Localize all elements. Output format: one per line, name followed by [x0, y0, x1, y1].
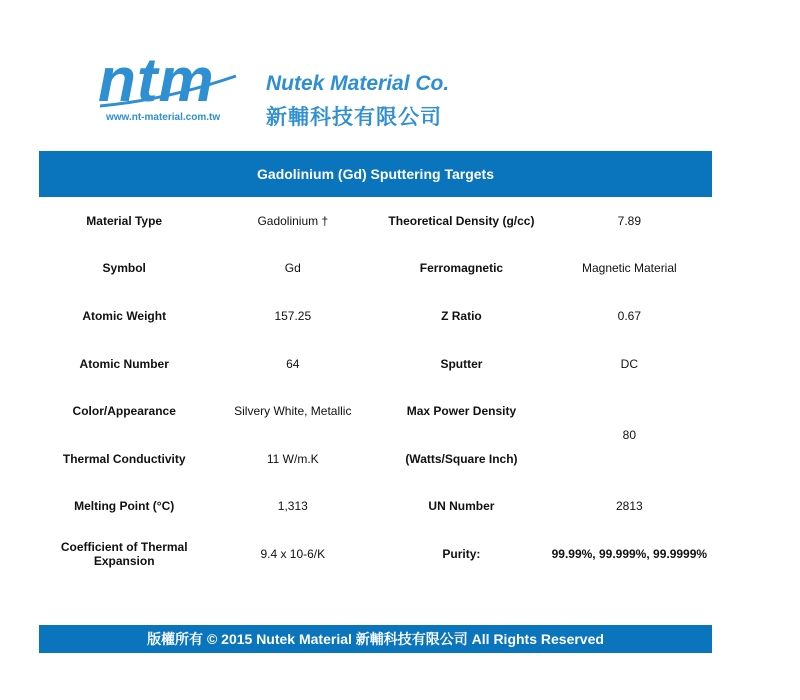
spec-label: Max Power Density	[406, 404, 517, 419]
logo-url: www.nt-material.com.tw	[106, 112, 221, 123]
spec-value: 0.67	[617, 308, 642, 323]
footer-bar	[39, 625, 712, 653]
spec-value: Silvery White, Metallic	[234, 404, 352, 419]
spec-label: Purity:	[442, 546, 481, 561]
spec-value: 99.99%, 99.999%, 99.9999%	[551, 546, 708, 561]
spec-value: 11 W/m.K	[266, 451, 319, 466]
spec-label: (Watts/Square Inch)	[405, 451, 518, 466]
spec-value: DC	[620, 356, 639, 371]
spec-table	[39, 197, 712, 578]
title-bar	[39, 151, 712, 197]
spec-label	[39, 530, 209, 578]
table-row	[39, 197, 712, 245]
spec-label: Symbol	[102, 261, 146, 276]
logo-mark: ntm	[98, 46, 215, 115]
table-row	[39, 483, 712, 531]
spec-label-line: Coefficient of Thermal	[60, 539, 188, 554]
spec-label: UN Number	[428, 499, 495, 514]
spec-value: Gadolinium †	[257, 213, 329, 228]
copyright-text: 版權所有 © 2015 Nutek Material 新輔科技有限公司 All Rights Reserved	[147, 631, 604, 647]
table-row	[39, 340, 712, 388]
spec-label-line: Expansion	[93, 553, 155, 568]
table-row	[39, 292, 712, 340]
spec-value: 1,313	[277, 499, 308, 514]
spec-value: 9.4 x 10-6/K	[260, 546, 326, 561]
spec-value: Magnetic Material	[581, 261, 677, 276]
table-row	[39, 387, 712, 435]
spec-label: Color/Appearance	[72, 404, 176, 419]
table-row	[39, 530, 712, 578]
spec-label: Z Ratio	[441, 308, 482, 323]
spec-label: Theoretical Density (g/cc)	[388, 213, 535, 228]
spec-value: 7.89	[617, 213, 642, 228]
spec-label: Melting Point (°C)	[74, 499, 175, 514]
spec-value: 80	[622, 427, 637, 442]
spec-label: Ferromagnetic	[419, 261, 504, 276]
company-logo	[96, 46, 246, 130]
spec-label: Atomic Number	[79, 356, 169, 371]
spec-value: 157.25	[274, 308, 312, 323]
spec-label: Material Type	[86, 213, 163, 228]
page-title: Gadolinium (Gd) Sputtering Targets	[257, 166, 494, 182]
company-name-en: Nutek Material Co.	[266, 72, 450, 95]
spec-label: Thermal Conductivity	[62, 451, 186, 466]
spec-label: Atomic Weight	[82, 308, 167, 323]
company-name-zh: 新輔科技有限公司	[266, 105, 442, 129]
spec-value: 2813	[616, 499, 643, 514]
spec-value: Gd	[284, 261, 301, 276]
spec-label: Sputter	[440, 356, 483, 371]
spec-value: 64	[286, 356, 300, 371]
table-row	[39, 245, 712, 293]
